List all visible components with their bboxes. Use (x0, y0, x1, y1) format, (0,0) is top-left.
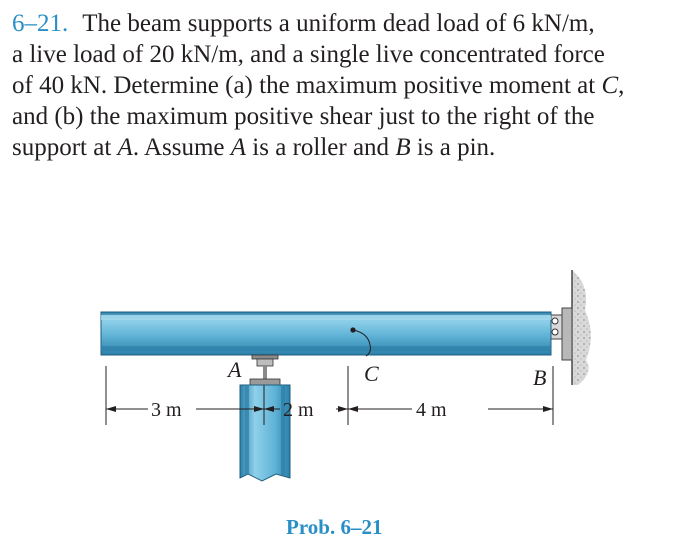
problem-var-a2: A (230, 134, 247, 161)
problem-line-2: a live load of 20 kN/m, and a single live concentrated force (12, 41, 605, 68)
beam (101, 312, 551, 355)
problem-line-4: and (b) the maximum positive shear just to the right of the (12, 103, 595, 130)
problem-line-3b: , (618, 72, 625, 99)
problem-line-5a: support at (12, 134, 118, 161)
problem-line-5d: is a pin. (410, 134, 496, 161)
problem-var-a1: A (117, 134, 133, 161)
dim-2m: 2 m (283, 399, 314, 421)
pin-support-b (548, 308, 572, 360)
problem-line-5b: . Assume (132, 134, 231, 161)
problem-line-1: The beam supports a uniform dead load of 6 kN/m, (82, 10, 595, 37)
wall-support (572, 270, 591, 385)
problem-var-c: C (601, 72, 619, 99)
figure-caption: Prob. 6–21 (286, 515, 383, 539)
label-c: C (364, 361, 379, 386)
problem-line-5c: is a roller and (246, 134, 396, 161)
dim-4m: 4 m (416, 399, 447, 421)
problem-number: 6–21. (12, 10, 69, 37)
problem-var-b: B (395, 134, 411, 161)
roller-support-a (250, 355, 280, 385)
label-a: A (228, 357, 242, 382)
problem-line-3a: of 40 kN. Determine (a) the maximum positive moment at (12, 72, 602, 99)
label-b: B (533, 365, 547, 390)
dim-3m: 3 m (151, 399, 182, 421)
